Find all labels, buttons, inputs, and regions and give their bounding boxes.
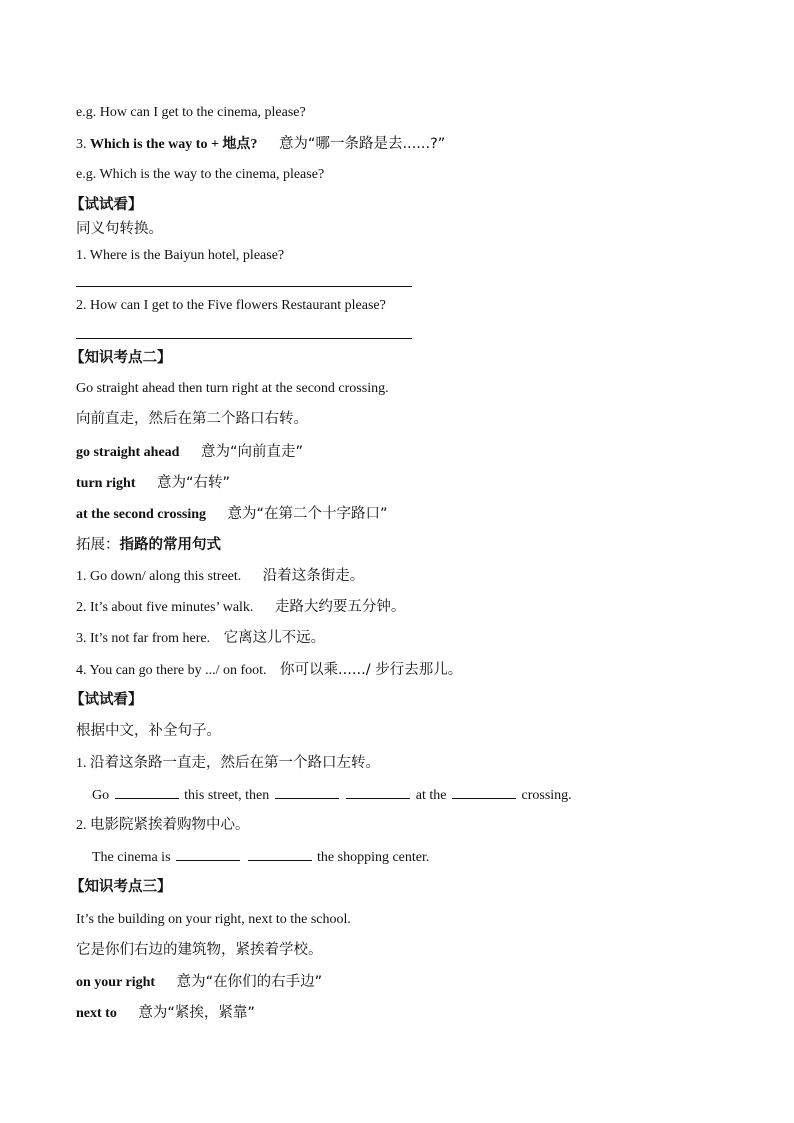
phrase-line — [76, 443, 303, 462]
blank-field[interactable] — [275, 786, 339, 799]
phrase-bold: turn right — [76, 476, 136, 491]
phrase-meaning: 意为“右转” — [157, 475, 231, 491]
phrase-line — [76, 1004, 255, 1023]
fill-text: this street, then — [184, 788, 270, 803]
blank-field[interactable] — [115, 786, 179, 799]
exercise-1: 1. Where is the Baiyun hotel, please? — [76, 248, 285, 263]
pattern-line — [76, 598, 405, 617]
fill-text: Go — [92, 788, 110, 803]
phrase-line — [76, 973, 322, 992]
sentence-cn: 它是你们右边的建筑物，紧挨着学校。 — [76, 942, 323, 958]
section-heading: 【知识考点三】 — [70, 879, 172, 895]
section-heading: 【试试看】 — [70, 692, 143, 708]
exercise-cn: 电影院紧挨着购物中心。 — [90, 817, 250, 833]
phrase-meaning: 意为“在第二个十字路口” — [227, 506, 388, 522]
example-text: e.g. How can I get to the cinema, please? — [76, 105, 306, 120]
phrase-meaning: 意为“向前直走” — [200, 444, 303, 460]
section-heading: 【试试看】 — [70, 197, 143, 213]
phrase-line — [76, 474, 230, 493]
blank-field[interactable] — [346, 786, 410, 799]
phrase-line — [76, 505, 388, 524]
instruction-text: 同义句转换。 — [76, 221, 163, 237]
fill-text: the shopping center. — [317, 850, 430, 865]
blank-field[interactable] — [452, 786, 516, 799]
pattern-en: 1. Go down/ along this street. — [76, 569, 242, 584]
blank-field[interactable] — [248, 848, 312, 861]
phrase-meaning: 意为“哪一条路是去......?” — [278, 136, 446, 152]
exercise-2: 2. How can I get to the Five flowers Restaurant please? — [76, 298, 386, 313]
pattern-en: 4. You can go there by .../ on foot. — [76, 663, 267, 678]
exercise-number: 2. — [76, 818, 87, 833]
pattern-en: 3. It’s not far from here. — [76, 631, 211, 646]
phrase-bold: go straight ahead — [76, 445, 180, 460]
point-3-line — [76, 135, 445, 154]
fill-in-line — [92, 848, 429, 867]
point-number: 3. — [76, 137, 87, 152]
fill-text: crossing. — [521, 788, 572, 803]
extension-title: 指路的常用句式 — [119, 537, 221, 553]
phrase-bold: at the second crossing — [76, 507, 207, 522]
exercise-2 — [76, 816, 250, 835]
pattern-line — [76, 567, 364, 586]
exercise-1 — [76, 754, 380, 773]
extension-prefix: 拓展： — [76, 537, 120, 553]
pattern-cn: 走路大约要五分钟。 — [274, 599, 406, 615]
pattern-en: 2. It’s about five minutes’ walk. — [76, 600, 254, 615]
pattern-line — [76, 661, 462, 680]
pattern-cn: 你可以乘....../ 步行去那儿。 — [280, 662, 463, 678]
pattern-cn: 沿着这条街走。 — [262, 568, 365, 584]
phrase-meaning: 意为“在你们的右手边” — [176, 974, 323, 990]
pattern-cn: 它离这儿不远。 — [223, 630, 326, 646]
fill-in-line — [92, 786, 572, 805]
phrase-bold: on your right — [76, 975, 156, 990]
sentence-en: It’s the building on your right, next to the school. — [76, 912, 351, 927]
exercise-cn: 沿着这条路一直走，然后在第一个路口左转。 — [90, 755, 380, 771]
instruction-text: 根据中文，补全句子。 — [76, 723, 221, 739]
fill-text: The cinema is — [92, 850, 171, 865]
answer-line — [76, 338, 412, 339]
exercise-number: 1. — [76, 756, 87, 771]
example-line — [76, 104, 306, 122]
phrase-bold: next to — [76, 1006, 117, 1021]
section-heading: 【知识考点二】 — [70, 350, 172, 366]
blank-field[interactable] — [176, 848, 240, 861]
sentence-en: Go straight ahead then turn right at the second crossing. — [76, 381, 389, 396]
extension-line — [76, 536, 221, 554]
phrase-bold: Which is the way to + 地点? — [90, 137, 258, 152]
fill-text: at the — [415, 788, 447, 803]
example-line — [76, 166, 324, 184]
pattern-line — [76, 629, 325, 648]
example-text: e.g. Which is the way to the cinema, please? — [76, 167, 325, 182]
sentence-cn: 向前直走，然后在第二个路口右转。 — [76, 411, 308, 427]
phrase-meaning: 意为“紧挨，紧靠” — [138, 1005, 255, 1021]
answer-line — [76, 286, 412, 287]
